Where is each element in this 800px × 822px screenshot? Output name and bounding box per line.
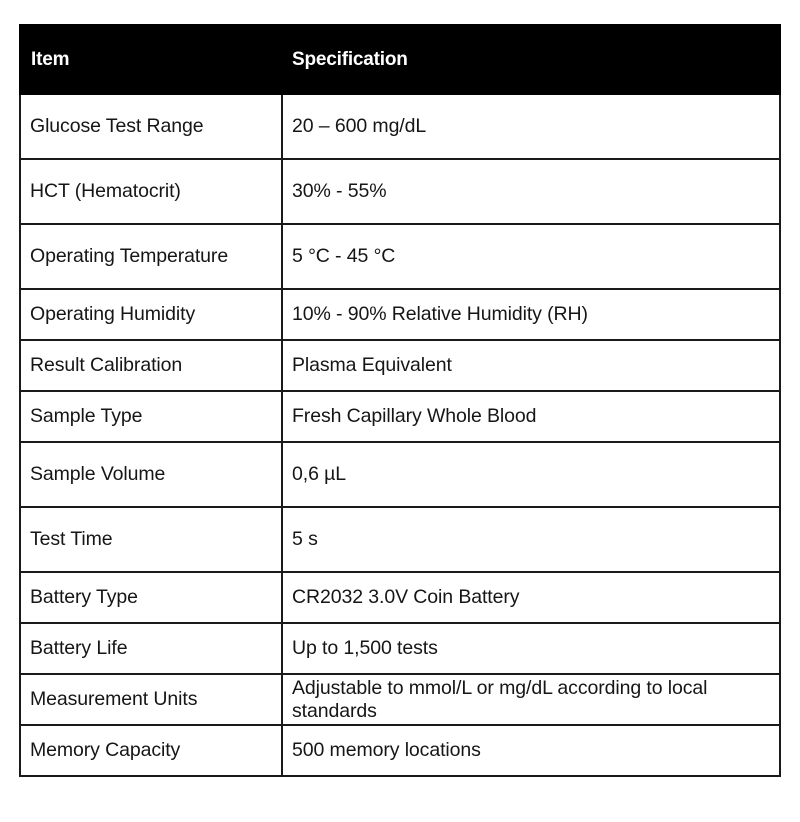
- table-header: [20, 25, 780, 94]
- table-row: [20, 94, 780, 159]
- item-cell: Sample Type: [20, 391, 282, 442]
- item-cell: Operating Temperature: [20, 224, 282, 289]
- item-cell: Test Time: [20, 507, 282, 572]
- item-cell: Glucose Test Range: [20, 94, 282, 159]
- table-row: [20, 159, 780, 224]
- table-row: [20, 572, 780, 623]
- spec-cell: Plasma Equivalent: [282, 340, 780, 391]
- table-row: [20, 507, 780, 572]
- table-row: [20, 391, 780, 442]
- spec-cell: Up to 1,500 tests: [282, 623, 780, 674]
- spec-cell: 5 °C - 45 °C: [282, 224, 780, 289]
- spec-cell: 30% - 55%: [282, 159, 780, 224]
- item-cell: Sample Volume: [20, 442, 282, 507]
- item-cell: Operating Humidity: [20, 289, 282, 340]
- table-row: [20, 442, 780, 507]
- spec-cell: Fresh Capillary Whole Blood: [282, 391, 780, 442]
- column-header-item: Item: [20, 25, 282, 94]
- spec-cell: CR2032 3.0V Coin Battery: [282, 572, 780, 623]
- item-cell: Result Calibration: [20, 340, 282, 391]
- spec-cell: 20 – 600 mg/dL: [282, 94, 780, 159]
- table-row: [20, 623, 780, 674]
- item-cell: Memory Capacity: [20, 725, 282, 776]
- item-cell: Battery Life: [20, 623, 282, 674]
- spec-cell: 5 s: [282, 507, 780, 572]
- spec-cell: 500 memory locations: [282, 725, 780, 776]
- table-row: [20, 674, 780, 725]
- specification-table: [19, 24, 781, 777]
- item-cell: Measurement Units: [20, 674, 282, 725]
- table-row: [20, 289, 780, 340]
- item-cell: HCT (Hematocrit): [20, 159, 282, 224]
- spec-cell: Adjustable to mmol/L or mg/dL according to local standards: [282, 674, 780, 725]
- column-header-specification: Specification: [282, 25, 780, 94]
- spec-cell: 0,6 µL: [282, 442, 780, 507]
- table-row: [20, 340, 780, 391]
- table-body: [20, 94, 780, 776]
- header-row: [20, 25, 780, 94]
- spec-cell: 10% - 90% Relative Humidity (RH): [282, 289, 780, 340]
- item-cell: Battery Type: [20, 572, 282, 623]
- table-row: [20, 224, 780, 289]
- table-row: [20, 725, 780, 776]
